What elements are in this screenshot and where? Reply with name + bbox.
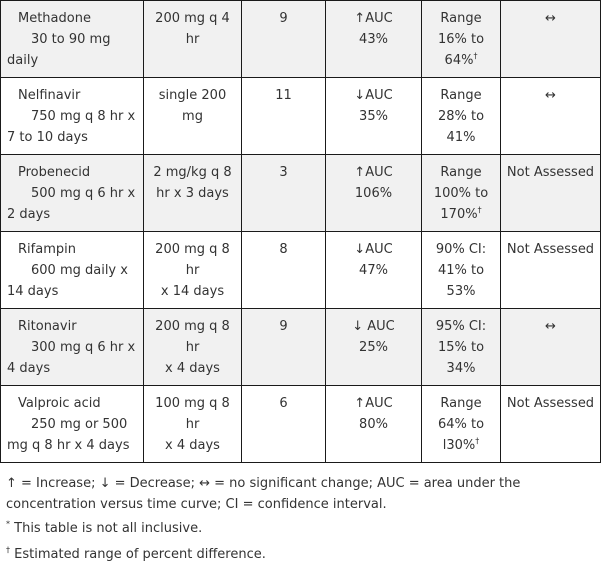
clinical-significance-cell: ↔ [501,1,601,78]
range-line: Range [440,88,482,103]
zidovudine-regimen-cell [144,1,242,78]
range-cell [422,386,501,463]
n-cell: 6 [242,386,326,463]
footnote-star [6,519,600,539]
regimen-line: 200 mg q 4 [155,11,230,26]
regimen-line: hr x 3 days [156,186,229,201]
n-cell: 11 [242,78,326,155]
table-row [1,78,601,155]
range-cell [422,1,501,78]
clinical-significance-cell: Not Assessed [501,232,601,309]
effect-line: 106% [354,186,393,201]
table-row [1,386,601,463]
drug-dose: 500 mg q 6 hr x 2 days [7,186,136,222]
dagger-mark: † [475,436,480,446]
effect-cell [326,232,422,309]
regimen-line: hr [185,263,200,278]
effect-line: ↓AUC [354,242,393,257]
coadministered-drug-cell [1,155,144,232]
range-value: 53% [446,284,476,299]
range-line [426,127,496,148]
range-line: Range [440,11,482,26]
zidovudine-regimen-cell [144,232,242,309]
drug-name: Rifampin [18,242,76,257]
footnote-star-text: This table is not all inclusive. [14,521,203,536]
range-line [426,50,496,71]
regimen-line: x 14 days [160,284,225,299]
effect-cell [326,78,422,155]
regimen-line: 100 mg q 8 [155,396,230,411]
effect-cell [326,155,422,232]
range-line: Range [440,165,482,180]
drug-name: Ritonavir [18,319,77,334]
drug-name: Valproic acid [18,396,101,411]
range-value: 64% [444,53,474,68]
range-cell [422,309,501,386]
footnote-dagger [6,545,600,565]
zidovudine-regimen-cell [144,309,242,386]
range-line [426,204,496,225]
range-line [426,281,496,302]
effect-cell [326,386,422,463]
range-line [426,435,496,456]
regimen-line: hr [185,32,200,47]
regimen-line: x 4 days [165,438,220,453]
clinical-significance-cell: ↔ [501,309,601,386]
effect-line: 25% [359,340,388,355]
regimen-line: 200 mg q 8 [155,242,230,257]
range-line: 90% CI: [435,242,487,257]
range-line: 16% to [437,32,485,47]
drug-dose: 300 mg q 6 hr x 4 days [7,340,136,376]
dagger-mark: † [473,51,478,61]
n-cell: 3 [242,155,326,232]
drug-name: Nelfinavir [18,88,81,103]
footnote-dagger-text: Estimated range of percent difference. [14,547,266,562]
table-footnotes [0,463,602,565]
effect-line: ↑AUC [354,165,393,180]
regimen-line: 2 mg/kg q 8 [153,165,232,180]
effect-cell [326,1,422,78]
drug-dose: 600 mg daily x 14 days [7,263,128,299]
regimen-line: x 4 days [165,361,220,376]
range-line: 28% to [437,109,485,124]
range-line [426,358,496,379]
range-value: 170% [440,207,478,222]
table-row [1,1,601,78]
drug-dose: 750 mg q 8 hr x 7 to 10 days [7,109,136,145]
drug-dose: 250 mg or 500 mg q 8 hr x 4 days [7,417,130,453]
zidovudine-regimen-cell [144,155,242,232]
effect-line: 80% [359,417,388,432]
regimen-line: mg [182,109,203,124]
effect-line: ↑AUC [354,396,393,411]
effect-cell [326,309,422,386]
table-row [1,232,601,309]
range-line: 100% to [433,186,489,201]
range-cell [422,78,501,155]
range-line: 64% to [437,417,485,432]
dagger-mark: † [477,205,482,215]
zidovudine-regimen-cell [144,78,242,155]
range-value: 34% [446,361,476,376]
n-cell: 9 [242,309,326,386]
dagger-mark: † [6,545,10,555]
regimen-line: 200 mg q 8 [155,319,230,334]
range-cell [422,155,501,232]
range-cell [422,232,501,309]
drug-dose: 30 to 90 mg daily [7,32,111,68]
clinical-significance-cell: ↔ [501,78,601,155]
clinical-significance-cell: Not Assessed [501,155,601,232]
drug-name: Methadone [18,11,91,26]
coadministered-drug-cell [1,232,144,309]
effect-line: ↓AUC [354,88,393,103]
coadministered-drug-cell [1,309,144,386]
table-row [1,155,601,232]
drug-name: Probenecid [18,165,91,180]
effect-line: 47% [359,263,388,278]
effect-line: 43% [359,32,388,47]
regimen-line: hr [185,417,200,432]
table-row [1,309,601,386]
clinical-significance-cell: Not Assessed [501,386,601,463]
range-line: 15% to [437,340,485,355]
regimen-line: hr [185,340,200,355]
range-line: Range [440,396,482,411]
range-line: 41% to [437,263,485,278]
zidovudine-regimen-cell [144,386,242,463]
range-value: l30% [442,438,476,453]
coadministered-drug-cell [1,386,144,463]
coadministered-drug-cell [1,1,144,78]
n-cell: 9 [242,1,326,78]
regimen-line: single 200 [158,88,227,103]
effect-line: 35% [359,109,388,124]
table-body [1,1,601,463]
effect-line: ↓ AUC [352,319,395,334]
range-value: 41% [446,130,476,145]
effect-line: ↑AUC [354,11,393,26]
n-cell: 8 [242,232,326,309]
abbreviation-legend: ↑ = Increase; ↓ = Decrease; ↔ = no significant change; AUC = area under the concentration versus time curve; CI = confidence interval. [6,476,521,512]
star-mark: * [6,519,10,529]
coadministered-drug-cell [1,78,144,155]
range-line: 95% CI: [435,319,487,334]
